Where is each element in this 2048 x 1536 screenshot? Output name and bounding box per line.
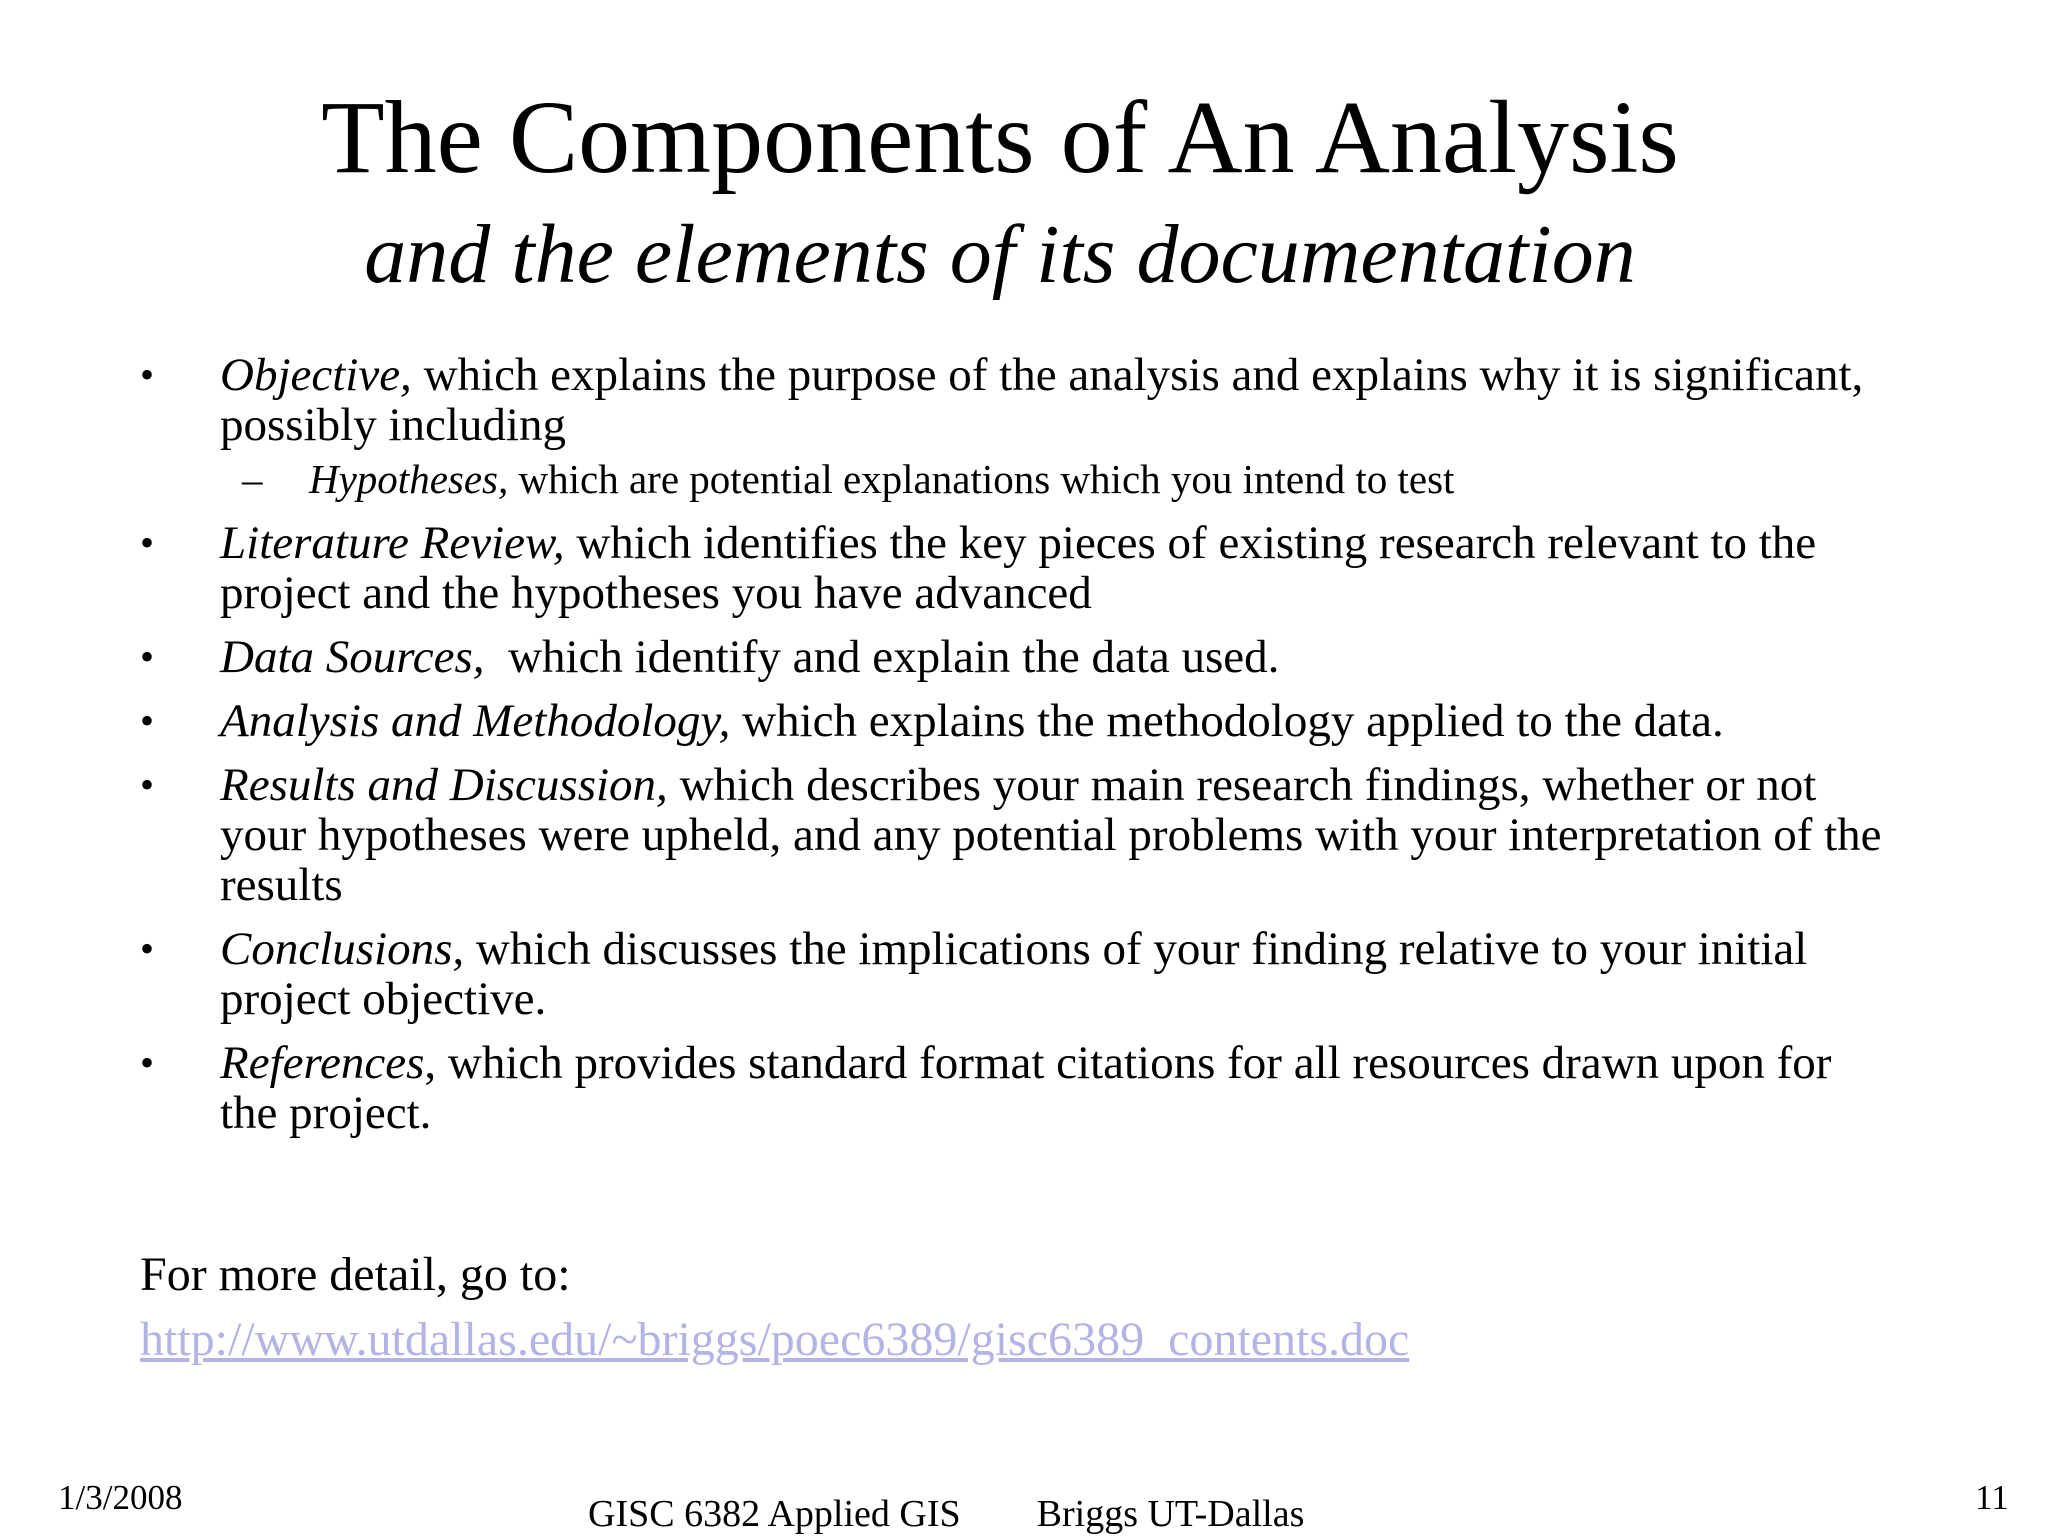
footer-author: Briggs UT-Dallas [1036,1493,1305,1535]
sub-bullet-list [220,454,1890,504]
bullet-text: , which provides standard format citations for all resources drawn upon for the project. [220,1037,1832,1139]
bullet-icon: • [140,352,155,397]
bullet-term: Literature Review, [220,517,565,569]
bullet-term: Results and Discussion, [220,759,668,811]
bullet-item-analysis-methodology [140,696,1890,746]
bullet-icon: • [140,1040,155,1085]
dash-icon: – [242,456,263,502]
bullet-term: Data Sources, [220,631,485,683]
bullet-text: which explains the purpose of the analysis and explains why it is significant, possibly including [220,349,1864,451]
slide-title: The Components of An Analysis [321,80,1679,195]
bullet-icon: • [140,520,155,565]
bullet-term: Conclusions, [220,923,465,975]
bullet-term: Analysis and Methodology, [220,695,731,747]
bullet-item-literature-review [140,518,1890,618]
bullet-list [140,350,1890,1152]
bullet-item-data-sources [140,632,1890,682]
bullet-text: which identifies the key pieces of existing research relevant to the project and the hypotheses you have advanced [220,517,1817,619]
bullet-item-objective [140,350,1890,504]
bullet-item-conclusions [140,924,1890,1024]
bullet-term: Objective, [220,349,412,401]
slide-subtitle: and the elements of its documentation [364,208,1636,301]
bullet-icon: • [140,698,155,743]
bullet-icon: • [140,634,155,679]
contents-doc-link[interactable]: http://www.utdallas.edu/~briggs/poec6389/gisc6389_contents.doc [140,1313,1410,1366]
footer-date: 1/3/2008 [58,1478,183,1517]
bullet-text: which identify and explain the data used. [484,631,1280,683]
bullet-item-results-discussion [140,760,1890,910]
bullet-text: which discusses the implications of your finding relative to your initial project objective. [220,923,1831,1025]
bullet-term: References [220,1037,425,1089]
bullet-text: which explains the methodology applied to the data. [730,695,1724,747]
sub-bullet-term: Hypotheses, [309,456,509,502]
sub-bullet-text: which are potential explanations which you intend to test [508,456,1455,502]
bullet-item-references [140,1038,1890,1138]
bullet-icon: • [140,926,155,971]
page-number: 11 [1975,1478,2009,1517]
bullet-text: which describes your main research findings, whether or not your hypotheses were upheld, and any potential problems with your interpretation of the results [220,759,1882,911]
footer-course-author [588,1492,1304,1536]
footer-course: GISC 6382 Applied GIS [588,1493,961,1535]
bullet-icon: • [140,762,155,807]
sub-bullet-item-hypotheses [220,454,1890,504]
more-detail-label: For more detail, go to: [140,1248,571,1301]
